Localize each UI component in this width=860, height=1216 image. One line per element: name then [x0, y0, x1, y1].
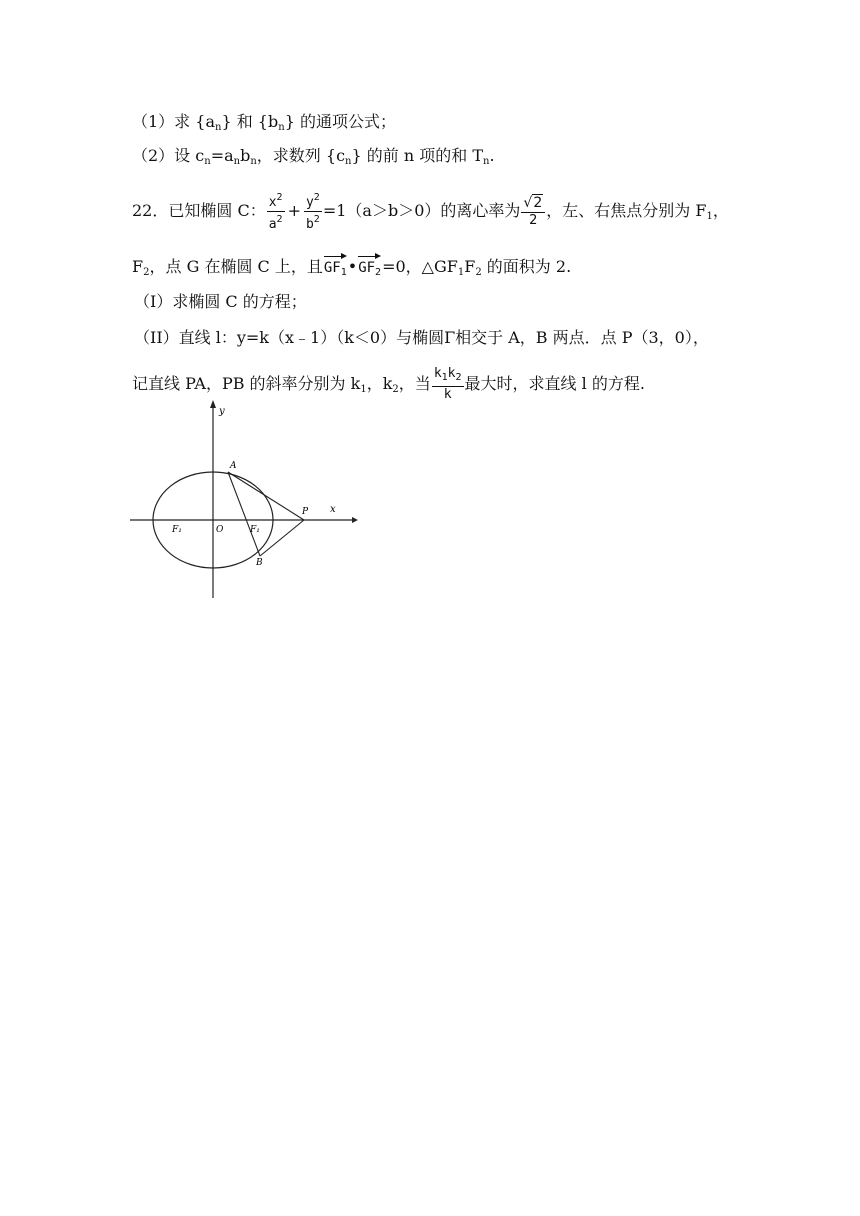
frac-den: 2	[529, 212, 538, 228]
vector-label: GF	[323, 260, 341, 276]
label-p: P	[302, 507, 309, 517]
question-22-line-1	[132, 190, 729, 233]
item-2-text: （2）设 c	[132, 146, 205, 165]
fraction-y2-b2	[304, 190, 322, 233]
x-axis-arrow	[352, 517, 358, 523]
label-f1: F₁	[172, 525, 182, 535]
item-1-line	[132, 112, 396, 138]
radicand: 2	[533, 194, 543, 211]
text: ，当	[398, 374, 431, 393]
subscript: 1	[360, 384, 367, 395]
fraction-x2-a2	[267, 190, 285, 233]
text: F	[464, 257, 476, 276]
part-2-line-1	[134, 328, 709, 348]
label-a: A	[230, 461, 237, 471]
exponent: 2	[313, 214, 320, 225]
text: =0，△GF	[382, 257, 458, 276]
subscript: 1	[706, 211, 713, 222]
comma: ，	[712, 201, 729, 220]
text: 的面积为 2.	[481, 257, 572, 276]
plus-sign: +	[287, 201, 301, 220]
line-pa	[228, 472, 304, 520]
frac-den: a	[268, 217, 277, 232]
text: 记直线 PA，PB 的斜率分别为 k	[132, 374, 361, 393]
subscript: 2	[375, 267, 382, 278]
text: 最大时，求直线 l 的方程.	[464, 374, 645, 393]
label-x: x	[330, 504, 336, 515]
subscript: n	[204, 156, 211, 167]
fraction-k1k2-over-k	[432, 366, 464, 403]
item-1-text: } 的通项公式；	[284, 112, 396, 131]
eccentricity-fraction	[521, 195, 545, 229]
frac-num: k	[433, 366, 442, 381]
label-f1-right: F₁	[250, 525, 260, 535]
sqrt-symbol: √2	[523, 194, 543, 211]
item-1-text: （1）求 {a	[132, 112, 215, 131]
item-2-text: b	[240, 146, 251, 165]
question-22-line-2	[132, 254, 571, 283]
subscript: n	[215, 122, 222, 133]
label-y: y	[219, 406, 225, 417]
frac-num: x	[268, 195, 277, 210]
vector-label: GF	[358, 260, 376, 276]
frac-num: y	[305, 195, 314, 210]
subscript: n	[345, 156, 352, 167]
exponent: 2	[276, 214, 283, 225]
condition-text: =1（a＞b＞0）的离心率为	[322, 201, 521, 220]
question-number: 22．已知椭圆 C：	[132, 201, 266, 220]
item-2-text: } 的前 n 项的和 T	[351, 146, 483, 165]
foci-text: ，左、右焦点分别为 F	[546, 201, 707, 220]
subscript: 2	[392, 384, 399, 395]
item-1-text: } 和 {b	[221, 112, 279, 131]
dot-product: •	[347, 257, 358, 276]
line-pb	[260, 520, 304, 556]
vector-gf1	[324, 254, 347, 283]
y-axis-arrow	[210, 400, 216, 408]
item-2-text: ，求数列 {c	[256, 146, 346, 165]
subscript: 1	[441, 372, 448, 383]
exponent: 2	[276, 192, 283, 203]
subscript: 2	[455, 372, 462, 383]
part-1-text: （I）求椭圆 C 的方程；	[134, 292, 307, 311]
item-2-text: .	[489, 146, 495, 165]
frac-num: k	[447, 366, 456, 381]
subscript: 2	[475, 267, 482, 278]
subscript: 1	[457, 267, 465, 278]
text: ，点 G 在椭圆 C 上，且	[149, 257, 323, 276]
line-ab	[228, 472, 260, 556]
ellipse-figure	[130, 398, 360, 603]
text: ，k	[366, 374, 393, 393]
exponent: 2	[313, 192, 320, 203]
subscript: n	[278, 122, 285, 133]
subscript: n	[250, 156, 257, 167]
part-2-text: （II）直线 l：y=k（x﹣1）（k＜0）与椭圆Γ相交于 A，B 两点．点 P（3，0），	[134, 328, 709, 347]
label-b: B	[256, 558, 263, 568]
subscript: n	[483, 156, 490, 167]
part-1	[134, 292, 307, 312]
subscript: 1	[340, 267, 347, 278]
frac-den: b	[305, 217, 314, 232]
item-2-line	[132, 146, 495, 172]
item-2-text: =a	[210, 146, 234, 165]
label-o: O	[216, 525, 224, 535]
text: F	[132, 257, 144, 276]
vector-gf2	[358, 254, 381, 283]
frac-den: k	[443, 387, 452, 402]
subscript: n	[233, 156, 241, 167]
subscript: 2	[143, 267, 150, 278]
